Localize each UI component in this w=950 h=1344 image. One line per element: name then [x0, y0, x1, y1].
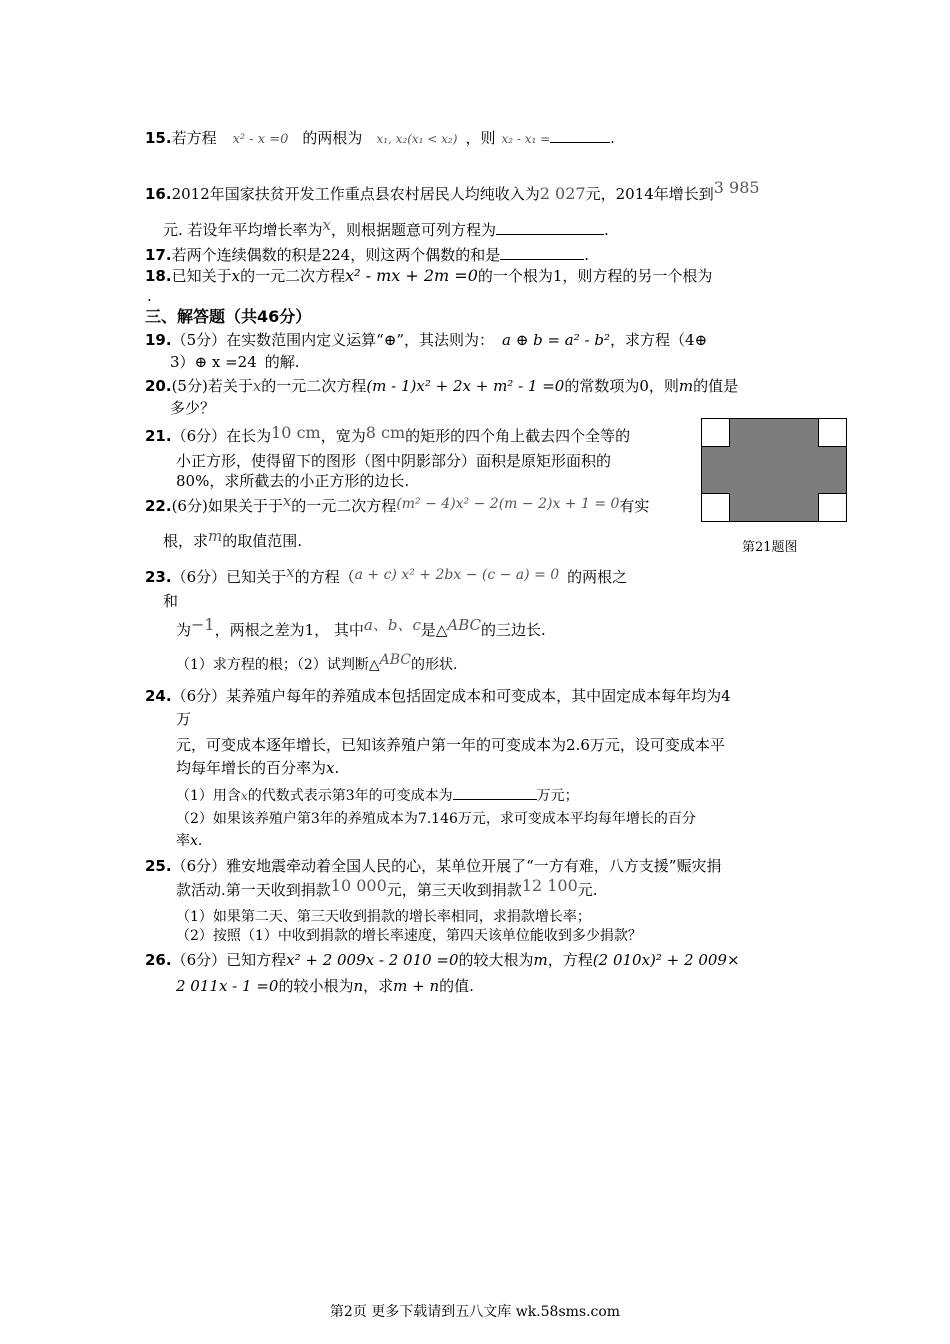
question-text: 的值. [439, 977, 474, 995]
question-text: （6分）已知关于 [171, 568, 287, 586]
question-23-parts [176, 652, 458, 675]
period: . [197, 833, 203, 849]
question-text: (5分)若关于 [171, 377, 253, 395]
question-25-part-1 [176, 907, 591, 927]
answer-blank[interactable] [496, 220, 604, 235]
cut-square-top-left [701, 418, 730, 447]
question-text: 2012年国家扶贫开发工作重点县农村居民人均纯收入为 [171, 185, 540, 203]
equation-2: (2 010x)² + 2 009× [592, 951, 740, 969]
question-text: 已知关于 [171, 267, 232, 285]
triangle-abc: ABC [447, 616, 482, 634]
variable-m: m [208, 527, 223, 545]
income-2012: 2 027 [539, 184, 586, 203]
question-text: ，则 [465, 129, 496, 147]
equation: 3）⊕ x =24 [170, 353, 257, 371]
period: . [604, 221, 609, 239]
variable-x: x [286, 563, 295, 581]
question-text: 和 [163, 592, 179, 610]
question-text: （1）求方程的根；（2）试判断△ [176, 657, 380, 673]
question-26 [145, 950, 740, 970]
question-15 [145, 128, 615, 150]
equation-1: x² + 2 009x - 2 010 =0 [286, 951, 459, 969]
roots-expression: x₁, x₂(x₁ < x₂) [376, 132, 458, 146]
question-text: 的矩形的四个角上截去四个全等的 [405, 427, 631, 445]
question-text: 根，求 [163, 532, 209, 550]
variable-x: x [252, 377, 262, 395]
question-text: 的三边长. [481, 621, 546, 639]
cut-square-top-right [818, 418, 847, 447]
rectangle-figure [701, 418, 847, 522]
answer-blank[interactable] [500, 245, 584, 260]
question-text: 的两根为 [302, 129, 363, 147]
question-number: 23. [145, 568, 172, 586]
sides-abc: a、b、c [363, 616, 421, 634]
question-23-line-3 [176, 615, 546, 640]
question-text: 元，2014年增长到 [585, 185, 714, 203]
equation: x² - x =0 [232, 132, 289, 147]
period: . [334, 759, 340, 777]
variable-m: m [678, 377, 694, 395]
question-text: (6分)如果关于于 [171, 497, 283, 515]
question-text: ，方程 [547, 951, 593, 969]
question-text: （2）按照（1）中收到捐款的增长率速度，第四天该单位能收到多少捐款？ [176, 928, 642, 944]
question-text: 的形状. [410, 657, 458, 673]
triangle-abc: ABC [379, 652, 411, 668]
question-23-line-2 [163, 591, 178, 611]
question-25 [145, 856, 721, 876]
question-text: 的较小根为 [278, 977, 354, 995]
question-text: ，宽为 [320, 427, 366, 445]
variable-x: x [326, 759, 335, 777]
question-text: 万 [176, 710, 192, 728]
question-text: 元. [577, 881, 598, 899]
question-text: 的取值范围. [222, 532, 303, 550]
question-text: 多少？ [170, 399, 216, 417]
question-number: 18. [145, 267, 172, 285]
question-21-line-3 [176, 471, 409, 491]
variable-x: x [322, 216, 332, 234]
question-text: 的一个根为1，则方程的另一个根为 [477, 267, 713, 285]
variable-x: x [282, 492, 292, 510]
question-19 [145, 330, 707, 350]
question-25-line-2 [176, 876, 598, 900]
question-text: 率 [176, 833, 190, 849]
question-22-line-2 [163, 527, 303, 551]
question-text: ，求 [363, 977, 394, 995]
question-text: （2）如果该养殖户第3年的养殖成本为7.146万元，求可变成本平均每年增长的百分 [176, 811, 696, 827]
question-24-line-4 [176, 758, 339, 778]
question-text: 的一元二次方程 [240, 267, 346, 285]
question-18-end [147, 286, 152, 306]
variable-x: x [190, 833, 198, 849]
question-22 [145, 492, 650, 517]
question-19-line-2 [170, 352, 300, 372]
cut-square-bottom-left [701, 493, 730, 522]
period: . [584, 246, 589, 264]
question-text: 的代数式表示第3年的可变成本为 [247, 788, 453, 804]
sum-m-n: m + n [393, 977, 440, 995]
question-16 [145, 178, 760, 204]
question-number: 22. [145, 497, 172, 515]
question-text: （6分）雅安地震牵动着全国人民的心，某单位开展了“一方有难，八方支援”赈灾捐 [171, 857, 722, 875]
variable-x: x [240, 789, 248, 803]
question-20-line-2 [170, 398, 215, 418]
figure-caption: 第21题图 [742, 540, 798, 555]
question-23 [145, 563, 628, 588]
question-25-part-2 [176, 926, 642, 946]
section-title: 三、解答题（共46分） [145, 307, 312, 326]
question-text: 是△ [420, 621, 448, 639]
question-text: 元. 若设年平均增长率为 [163, 221, 323, 239]
question-text: 的常数项为0，则 [564, 377, 679, 395]
variable-n: n [353, 977, 364, 995]
question-text: 若两个连续偶数的积是224，则这两个偶数的和是 [171, 246, 501, 264]
question-18 [145, 266, 712, 286]
question-24 [145, 686, 731, 706]
income-2014: 3 985 [713, 178, 760, 197]
question-24-part-2 [176, 809, 696, 829]
question-text: （6分）某养殖户每年的养殖成本包括固定成本和可变成本，其中固定成本每年均为4 [171, 687, 731, 705]
question-text: 的较大根为 [458, 951, 534, 969]
question-number: 24. [145, 687, 172, 705]
question-text: （6分）已知方程 [171, 951, 287, 969]
question-text: 的一元二次方程 [291, 497, 397, 515]
variable-m: m [533, 951, 548, 969]
answer-blank[interactable] [453, 785, 537, 800]
question-text: 款活动.第一天收到捐款 [176, 881, 331, 899]
question-number: 16. [145, 185, 172, 203]
question-text: （6分）在长为 [171, 427, 272, 445]
operation-rule: a ⊕ b = a² - b² [502, 331, 610, 349]
question-text: 的方程（ [294, 568, 355, 586]
difference-expression: x₂ - x₁ = [501, 132, 551, 146]
question-16-line-2 [163, 216, 609, 240]
question-text: 元，可变成本逐年增长，已知该养殖户第一年的可变成本为2.6万元，设可变成本平 [176, 736, 725, 754]
cut-square-bottom-right [818, 493, 847, 522]
question-text: 80%，求所截去的小正方形的边长. [176, 472, 410, 490]
question-20 [145, 376, 738, 396]
period: . [147, 287, 152, 305]
period: . [610, 129, 615, 147]
question-number: 17. [145, 246, 172, 264]
equation: (m² − 4)x² − 2(m − 2)x + 1 = 0 [396, 496, 620, 512]
donation-day-1: 10 000 [330, 876, 387, 895]
question-text: ，求方程（4⊕ [609, 331, 708, 349]
question-text: （5分）在实数范围内定义运算“⊕”，其法则为： [171, 331, 495, 349]
sum-of-roots: −1 [191, 615, 215, 634]
question-24-part-1 [176, 785, 579, 806]
question-number: 25. [145, 857, 172, 875]
question-number: 15. [145, 129, 172, 147]
question-number: 26. [145, 951, 172, 969]
question-24-part-2-line-2 [176, 831, 202, 851]
question-text: 的一元二次方程 [261, 377, 367, 395]
question-21 [145, 423, 631, 446]
question-26-line-2 [176, 976, 474, 996]
equation: x² - mx + 2m =0 [345, 266, 478, 285]
question-24-line-3 [176, 735, 725, 755]
question-text: 若方程 [171, 129, 217, 147]
question-text: 的值是 [693, 377, 739, 395]
question-number: 19. [145, 331, 172, 349]
rect-length: 10 cm [271, 423, 321, 442]
question-17 [145, 245, 589, 265]
question-text: 元，第三天收到捐款 [386, 881, 522, 899]
question-text: 小正方形，使得留下的图形（图中阴影部分）面积是原矩形面积的 [176, 452, 612, 470]
question-text: ，则根据题意可列方程为 [331, 221, 497, 239]
question-text: 的解. [264, 353, 300, 371]
question-21-line-2 [176, 451, 611, 471]
equation: a + c) x² + 2bx − (c − a) = 0 [354, 567, 560, 583]
equation: (m - 1)x² + 2x + m² - 1 =0 [366, 377, 565, 395]
question-24-line-2 [176, 709, 191, 729]
question-text: ，两根之差为1， 其中 [214, 621, 364, 639]
question-number: 20. [145, 377, 172, 395]
variable-x: x [231, 267, 241, 285]
equation-2-continued: 2 011x - 1 =0 [176, 977, 279, 995]
question-text: 为 [176, 621, 192, 639]
question-text: 均每年增长的百分率为 [176, 759, 327, 777]
question-number: 21. [145, 427, 172, 445]
question-text: 万元； [536, 788, 579, 804]
page-footer: 第2页 更多下载请到五八文库 wk.58sms.com [329, 1304, 621, 1320]
question-text: 的两根之 [567, 568, 628, 586]
rect-width: 8 cm [365, 423, 406, 442]
question-text: （1）用含 [176, 788, 241, 804]
answer-blank[interactable] [550, 128, 610, 143]
donation-day-3: 12 100 [521, 876, 578, 895]
question-text: （1）如果第二天、第三天收到捐款的增长率相同，求捐款增长率； [176, 909, 591, 925]
question-text: 有实 [619, 497, 650, 515]
